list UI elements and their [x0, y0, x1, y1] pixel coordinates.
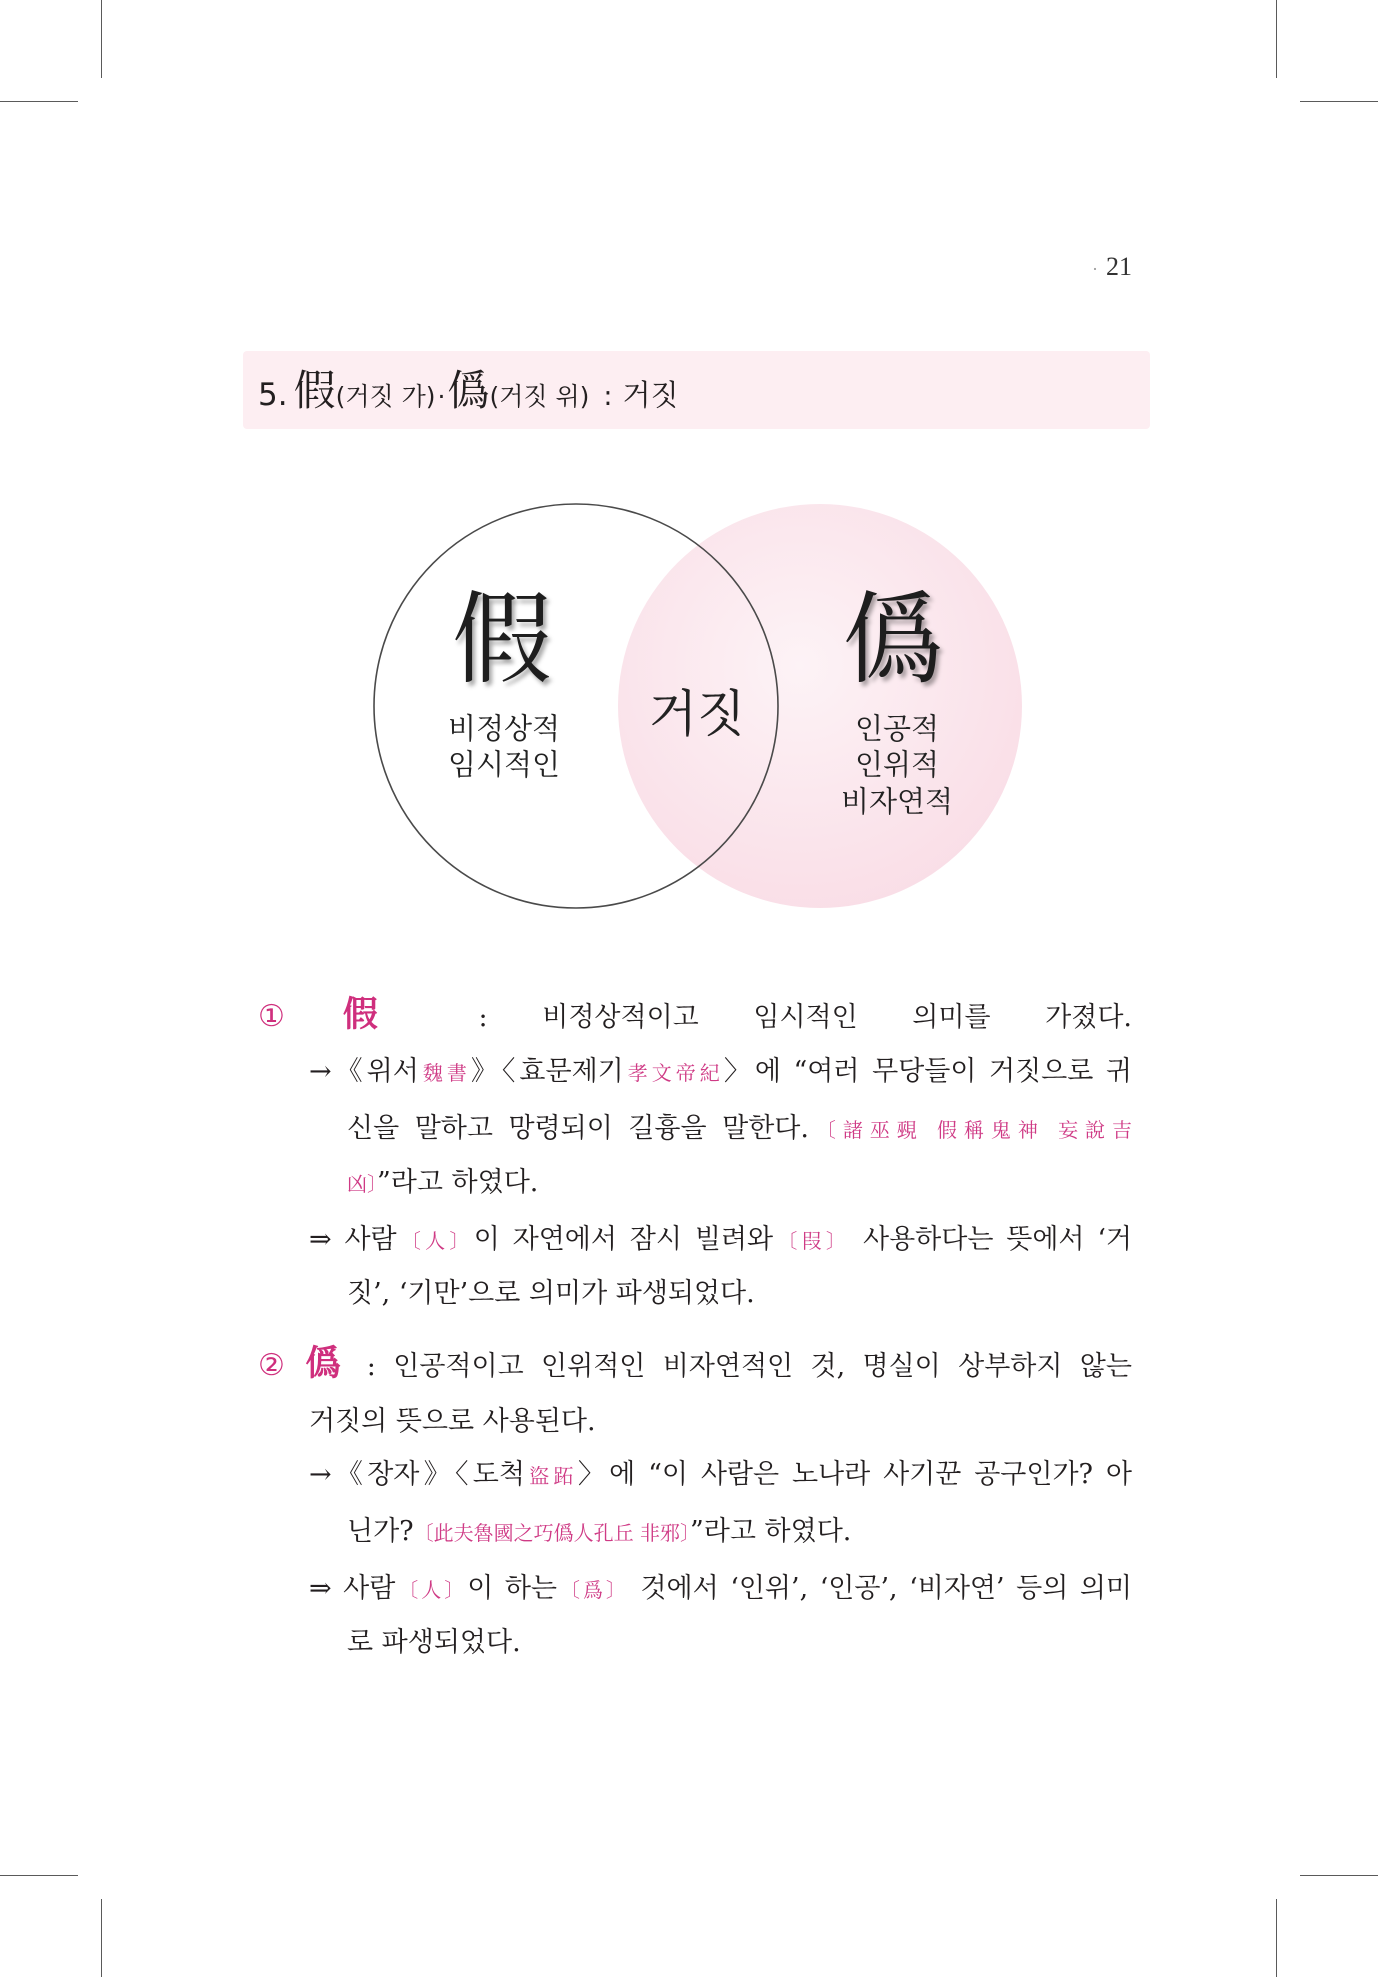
hanja-annotation: 〔此夫魯國之巧僞人孔丘 非邪〕: [413, 1521, 690, 1545]
body-text: 거짓의 뜻으로 사용된다.: [309, 1406, 596, 1437]
body-text: ”라고 하였다.: [690, 1516, 852, 1547]
crop-mark-bottom-right-horizontal: [1300, 1875, 1378, 1876]
body-text: 것에서 ‘인위’, ‘인공’, ‘비자연’ 등의 의미: [628, 1573, 1132, 1604]
title-colon: :: [603, 381, 613, 412]
page-number: [1092, 250, 1132, 286]
page-number-dot: ·: [1092, 259, 1098, 279]
title-hanja-1: 假: [293, 366, 336, 415]
hanja-annotation: 盜跖: [524, 1464, 578, 1488]
title-hanja-2: 僞: [447, 366, 490, 415]
entry-number: ②: [258, 1348, 294, 1383]
hanja-annotation: 〔人〕: [395, 1578, 468, 1602]
hanja-annotation: 凶〕: [347, 1172, 377, 1196]
body-text: →《위서: [309, 1056, 419, 1087]
body-text: 신을 말하고 망령되이 길흉을 말한다.: [347, 1113, 809, 1144]
entry-2-citation-line: [309, 1455, 1132, 1495]
section-number: 5.: [258, 377, 288, 413]
hanja-annotation: 〔叚〕: [773, 1229, 851, 1253]
body-text: : 인공적이고 인위적인 비자연적인 것, 명실이 상부하지 않는: [349, 1351, 1132, 1382]
entry-2-derivation-line: [347, 1623, 521, 1663]
hanja-annotation: 〔人〕: [396, 1229, 474, 1253]
entry-1-citation-line: [347, 1163, 538, 1203]
hanja-annotation: 〔諸巫覡 假稱鬼神 妄說吉: [808, 1118, 1132, 1142]
title-reading-1: (거짓 가): [335, 382, 436, 411]
body-text: ”라고 하였다.: [377, 1167, 539, 1198]
body-text: 이 자연에서 잠시 빌려와: [473, 1224, 774, 1255]
entry-2-citation-line: [347, 1512, 851, 1552]
venn-overlap-label: 거짓: [648, 685, 746, 743]
crop-mark-top-left-vertical: [101, 0, 102, 78]
venn-right-label-2: 인위적: [854, 747, 940, 782]
body-text: 〉에 “여러 무당들이 거짓으로 귀: [723, 1056, 1133, 1087]
entry-2-heading-continued: [309, 1402, 596, 1442]
body-text: ⇒ 사람: [309, 1224, 397, 1255]
body-text: 짓’, ‘기만’으로 의미가 파생되었다.: [347, 1278, 755, 1309]
venn-right-label-1: 인공적: [854, 711, 940, 746]
venn-right-hanja: 僞: [843, 581, 943, 698]
venn-right-label-3: 비자연적: [840, 784, 954, 819]
body-text: : 비정상적이고 임시적인 의미를 가졌다.: [423, 1002, 1132, 1033]
crop-mark-top-right-vertical: [1276, 0, 1277, 78]
crop-mark-top-right-horizontal: [1300, 101, 1378, 102]
hanja-annotation: 孝文帝紀: [623, 1061, 724, 1085]
section-title: [258, 351, 679, 429]
title-meaning: 거짓: [622, 378, 679, 412]
entry-hanja: 假: [342, 994, 424, 1035]
entry-2-derivation-line: [309, 1569, 1132, 1609]
venn-left-label-2: 임시적인: [447, 747, 561, 782]
entry-1-heading: [258, 995, 1132, 1035]
section-title-box: [243, 351, 1150, 429]
body-text: 닌가?: [347, 1516, 414, 1547]
body-text: 이 하는: [467, 1573, 558, 1604]
crop-mark-bottom-left-horizontal: [0, 1875, 78, 1876]
entry-1-derivation-line: [347, 1274, 755, 1314]
venn-left-label-1: 비정상적: [447, 711, 561, 746]
entry-1-citation-line: [309, 1052, 1132, 1092]
entry-number: ①: [258, 999, 331, 1034]
hanja-annotation: 魏書: [418, 1061, 471, 1085]
entry-1-citation-line: [347, 1109, 1132, 1149]
entry-hanja: 僞: [305, 1343, 350, 1384]
entry-1-derivation-line: [309, 1220, 1132, 1260]
title-reading-2: (거짓 위): [489, 382, 590, 411]
body-text: 로 파생되었다.: [347, 1627, 521, 1658]
crop-mark-top-left-horizontal: [0, 101, 78, 102]
hanja-annotation: 〔爲〕: [557, 1578, 629, 1602]
body-text: →《장자》〈도척: [309, 1459, 525, 1490]
body-text: 》〈효문제기: [470, 1056, 624, 1087]
crop-mark-bottom-right-vertical: [1276, 1899, 1277, 1977]
body-text: ⇒ 사람: [309, 1573, 396, 1604]
body-text: 〉에 “이 사람은 노나라 사기꾼 공구인가? 아: [577, 1459, 1132, 1490]
entry-2-heading: [258, 1344, 1132, 1384]
venn-left-hanja: 假: [452, 581, 552, 698]
body-text: 사용하다는 뜻에서 ‘거: [850, 1224, 1133, 1255]
crop-mark-bottom-left-vertical: [101, 1899, 102, 1977]
title-separator: ·: [437, 382, 446, 411]
page-number-value: 21: [1106, 252, 1132, 281]
